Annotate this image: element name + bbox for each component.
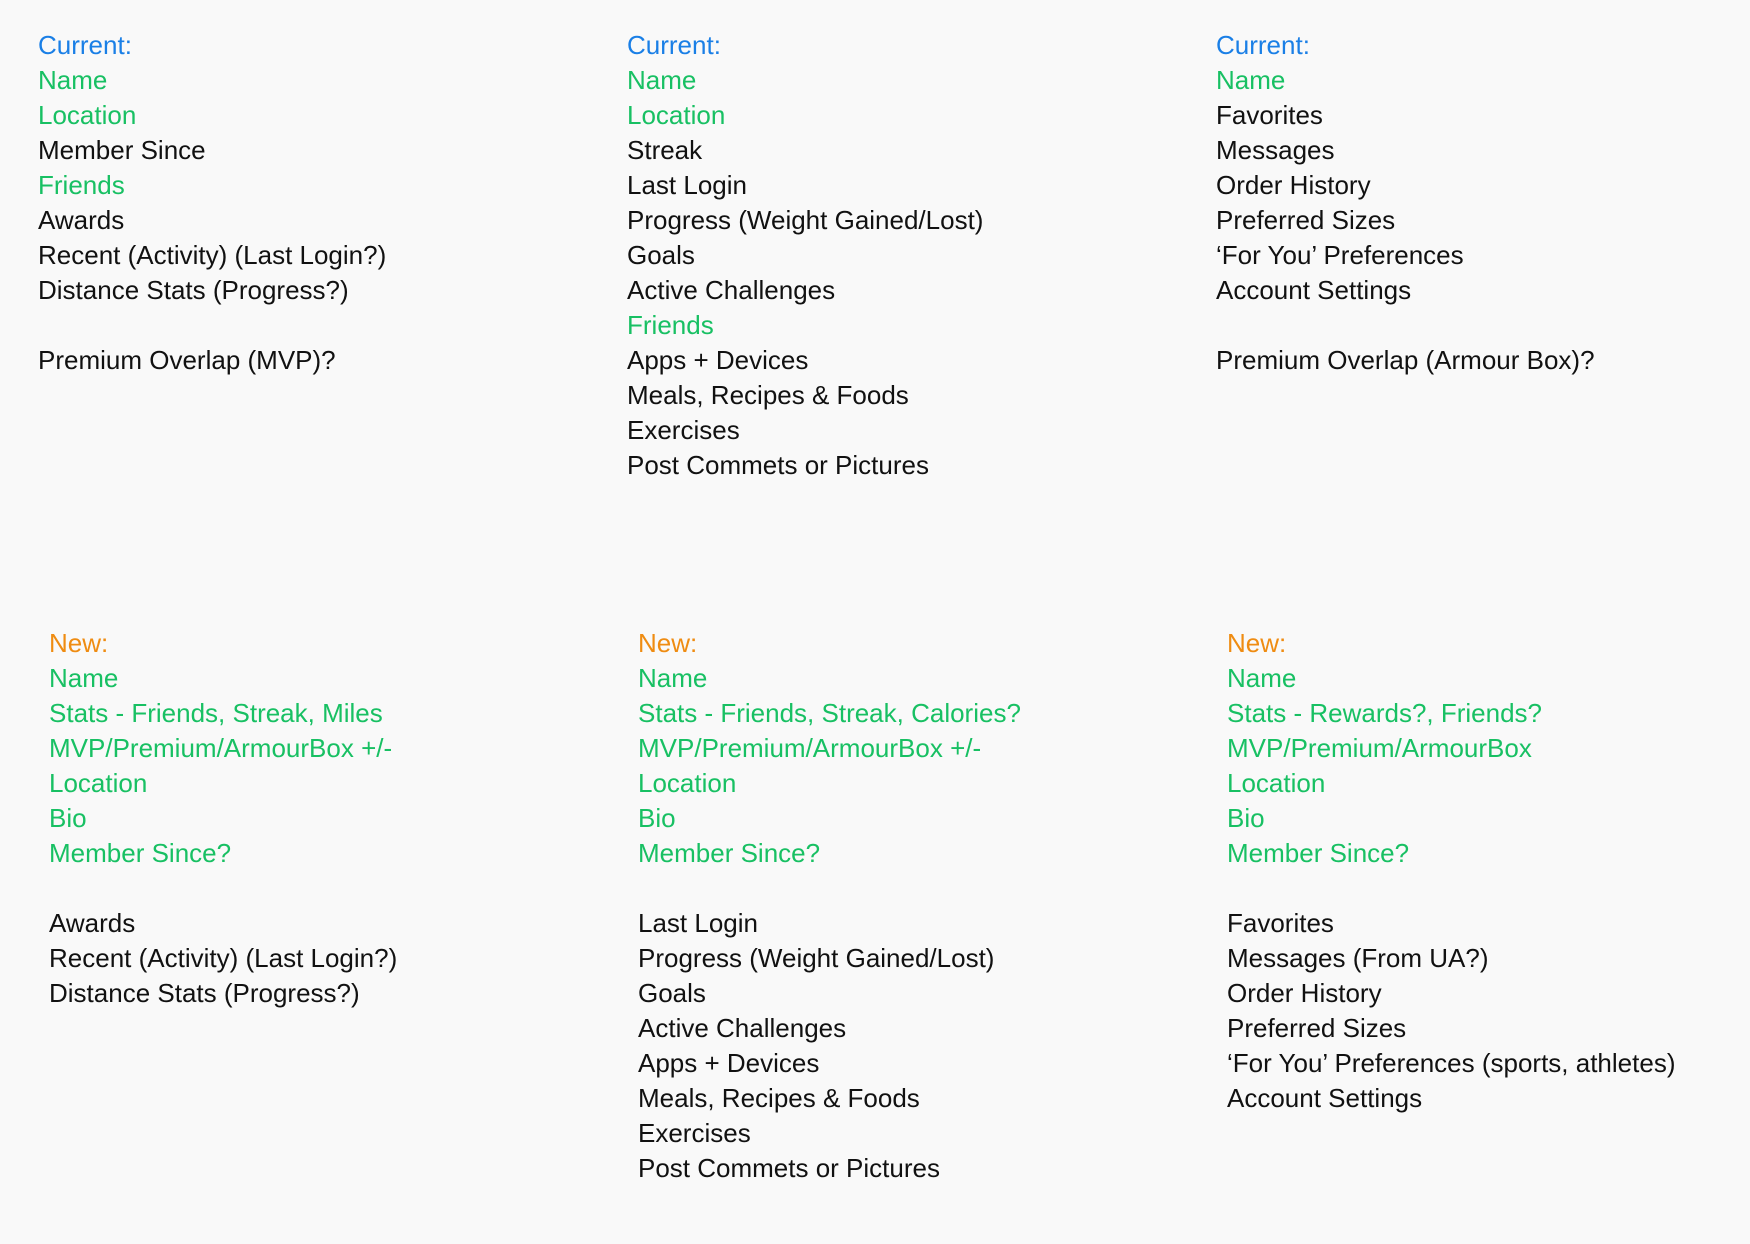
list-item: Stats - Friends, Streak, Calories? — [638, 698, 1021, 728]
current-heading: Current: — [38, 30, 132, 60]
new-heading: New: — [49, 628, 109, 658]
list-item: Stats - Friends, Streak, Miles — [49, 698, 383, 728]
list-item: Awards — [38, 205, 125, 235]
list-item: ‘For You’ Preferences (sports, athletes) — [1227, 1048, 1676, 1078]
spacer — [49, 871, 589, 906]
new-heading: New: — [1227, 628, 1287, 658]
new-list-1 — [49, 626, 589, 1011]
list-item: Account Settings — [1227, 1083, 1423, 1113]
list-item: Post Commets or Pictures — [627, 450, 929, 480]
current-list-1 — [38, 28, 578, 378]
current-list-3 — [1216, 28, 1750, 378]
list-item: Favorites — [1216, 100, 1323, 130]
new-list-2 — [638, 626, 1178, 1186]
list-item: Preferred Sizes — [1227, 1013, 1407, 1043]
new-heading: New: — [638, 628, 698, 658]
list-item: Account Settings — [1216, 275, 1412, 305]
spacer — [38, 308, 578, 343]
list-item: Goals — [638, 978, 706, 1008]
list-item: ‘For You’ Preferences — [1216, 240, 1464, 270]
list-item: Order History — [1227, 978, 1382, 1008]
list-item: Order History — [1216, 170, 1371, 200]
list-item: Meals, Recipes & Foods — [627, 380, 909, 410]
list-item: Recent (Activity) (Last Login?) — [49, 943, 398, 973]
list-item: Active Challenges — [638, 1013, 847, 1043]
current-list-2 — [627, 28, 1167, 483]
list-item: Friends — [627, 310, 714, 340]
current-heading: Current: — [627, 30, 721, 60]
list-item: Stats - Rewards?, Friends? — [1227, 698, 1543, 728]
list-item: Bio — [638, 803, 676, 833]
list-item: Name — [627, 65, 697, 95]
list-item: Apps + Devices — [627, 345, 809, 375]
list-item: Name — [49, 663, 119, 693]
list-item: Messages (From UA?) — [1227, 943, 1489, 973]
list-item: MVP/Premium/ArmourBox — [1227, 733, 1532, 763]
list-item: Name — [38, 65, 108, 95]
list-item: Premium Overlap (Armour Box)? — [1216, 345, 1595, 375]
list-item: Location — [638, 768, 737, 798]
list-item: Name — [1216, 65, 1286, 95]
list-item: Apps + Devices — [638, 1048, 820, 1078]
spacer — [638, 871, 1178, 906]
list-item: Awards — [49, 908, 136, 938]
list-item: Member Since? — [1227, 838, 1410, 868]
list-item: Name — [638, 663, 708, 693]
list-item: Distance Stats (Progress?) — [49, 978, 360, 1008]
list-item: MVP/Premium/ArmourBox +/- — [638, 733, 982, 763]
spacer — [1216, 308, 1750, 343]
list-item: Member Since — [38, 135, 206, 165]
list-item: Progress (Weight Gained/Lost) — [627, 205, 984, 235]
list-item: Friends — [38, 170, 125, 200]
list-item: Name — [1227, 663, 1297, 693]
list-item: Premium Overlap (MVP)? — [38, 345, 336, 375]
current-heading: Current: — [1216, 30, 1310, 60]
list-item: Member Since? — [49, 838, 232, 868]
list-item: Post Commets or Pictures — [638, 1153, 940, 1183]
list-item: Distance Stats (Progress?) — [38, 275, 349, 305]
list-item: Member Since? — [638, 838, 821, 868]
list-item: Location — [49, 768, 148, 798]
list-item: Messages — [1216, 135, 1335, 165]
list-item: Active Challenges — [627, 275, 836, 305]
list-item: Exercises — [638, 1118, 751, 1148]
list-item: Last Login — [627, 170, 747, 200]
list-item: Location — [38, 100, 137, 130]
list-item: Bio — [1227, 803, 1265, 833]
list-item: Goals — [627, 240, 695, 270]
list-item: Location — [627, 100, 726, 130]
list-item: Meals, Recipes & Foods — [638, 1083, 920, 1113]
list-item: Recent (Activity) (Last Login?) — [38, 240, 387, 270]
spacer — [1227, 871, 1750, 906]
list-item: Last Login — [638, 908, 758, 938]
list-item: MVP/Premium/ArmourBox +/- — [49, 733, 393, 763]
new-list-3 — [1227, 626, 1750, 1116]
list-item: Location — [1227, 768, 1326, 798]
list-item: Exercises — [627, 415, 740, 445]
list-item: Preferred Sizes — [1216, 205, 1396, 235]
list-item: Progress (Weight Gained/Lost) — [638, 943, 995, 973]
list-item: Streak — [627, 135, 703, 165]
list-item: Favorites — [1227, 908, 1334, 938]
list-item: Bio — [49, 803, 87, 833]
